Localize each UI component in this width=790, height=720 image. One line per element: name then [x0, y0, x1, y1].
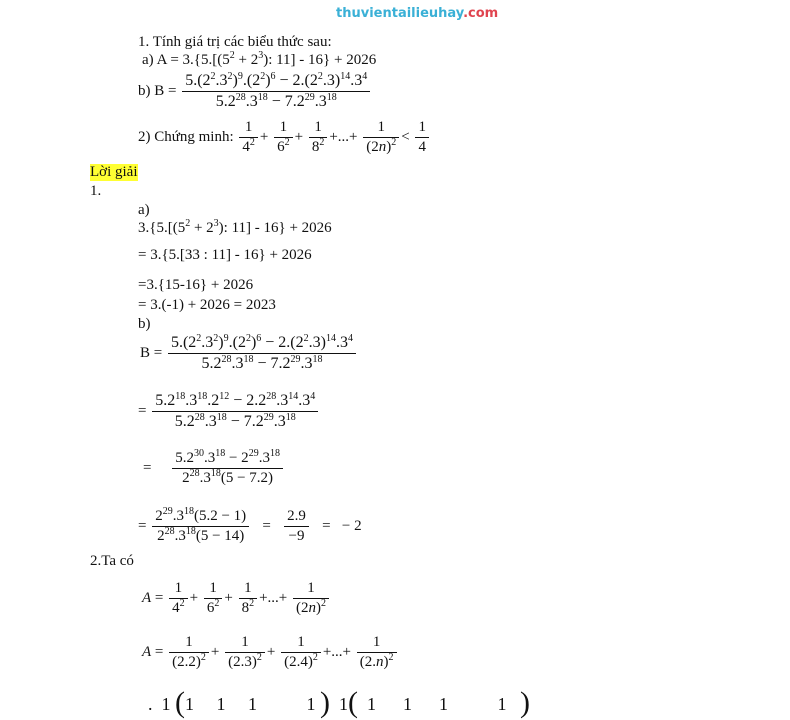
solution-a-step-2: = 3.{5.[33 : 11] - 16} + 2026 [138, 247, 312, 263]
solution-b-mid-num: 2.9 [287, 508, 306, 524]
solution-heading: Lời giải [90, 164, 138, 180]
problem-2-label: 2) Chứng minh: [138, 129, 234, 145]
watermark-domain: .com [463, 6, 499, 21]
solution-b-step-0: B = $\frac{5.(2^2.3^2)^9.(2^2)^6 - 2.(2^2.3)^{14}.3^4}{5.2^{28}.3^{18} - 7.2^{29}.3^{18}}$ [140, 334, 358, 373]
solution-2-line-1: A = $\frac{1}{4^2}$ + $\frac{1}{6^2}$ + $\frac{1}{8^2}$ +...+ $\frac{1}{(2n)^2}$ [142, 580, 331, 617]
problem-1a: a) $A = 3.\{5.[(5^2 + 2^3)$: 11] - 16} + 2026 [142, 50, 377, 68]
watermark-name: thuvientailieuhay [336, 6, 464, 21]
watermark [336, 6, 498, 21]
problem-1b [138, 72, 372, 111]
solution-b-step-1: = $\frac{5.2^{18}.3^{18}.2^{12} - 2.2^{28}.3^{14}.3^4}{5.2^{28}.3^{18} - 7.2^{29}.3^{18}}$ [138, 392, 320, 431]
problem-1b-label: b) B = [138, 83, 177, 99]
solution-part-1: 1. [90, 183, 102, 199]
problem-1b-fraction: $\frac{5.(2^2.3^2)^9.(2^2)^6 - 2.(2^2.3)^{14}.3^4}{5.2^{28}.3^{18} - 7.2^{29}.3^{18}}$ [182, 72, 370, 111]
problem-2: 2) Chứng minh: $\frac{1}{4^2}$ + $\frac{1}{6^2}$ + $\frac{1}{8^2}$ +...+ $\frac{1}{(2n)^2}$ < $\frac{1}{4}$ [138, 119, 431, 156]
solution-2-line-2: A = $\frac{1}{(2.2)^2}$ + $\frac{1}{(2.3)^2}$ + $\frac{1}{(2.4)^2}$ +...+ $\frac{1}{(2.n)^2}$ [142, 634, 399, 671]
solution-b-label: b) [138, 316, 151, 332]
solution-a-label: a) [138, 202, 150, 218]
solution-a-step-4: = 3.(-1) + 2026 = 2023 [138, 297, 276, 313]
solution-b-step-3: = $\frac{2^{29}.3^{18}(5.2 - 1)}{2^{28}.3^{18}(5 - 14)}$ = $\frac{2.9}{-9}$ = − 2 [138, 506, 362, 544]
solution-b-step-2: = $\frac{5.2^{30}.3^{18} - 2^{29}.3^{18}}{2^{28}.3^{18}(5 - 7.2)}$ [143, 450, 285, 487]
solution-b-result: − 2 [341, 518, 362, 534]
problem-1-title: 1. Tính giá trị các biểu thức sau: [138, 34, 332, 50]
solution-a-step-3: =3.{15-16} + 2026 [138, 277, 254, 293]
solution-part-2: 2.Ta có [90, 553, 134, 569]
solution-b-mid-den: −9 [284, 526, 309, 545]
solution-a-step-1: $3.\{5.[(5^2 + 2^3)$: 11] - 16} + 2026 [138, 218, 332, 236]
solution-2-line-3-partial: . 1 (1 1 1 1 ) 1( 1 1 1 1 ) [148, 686, 530, 719]
